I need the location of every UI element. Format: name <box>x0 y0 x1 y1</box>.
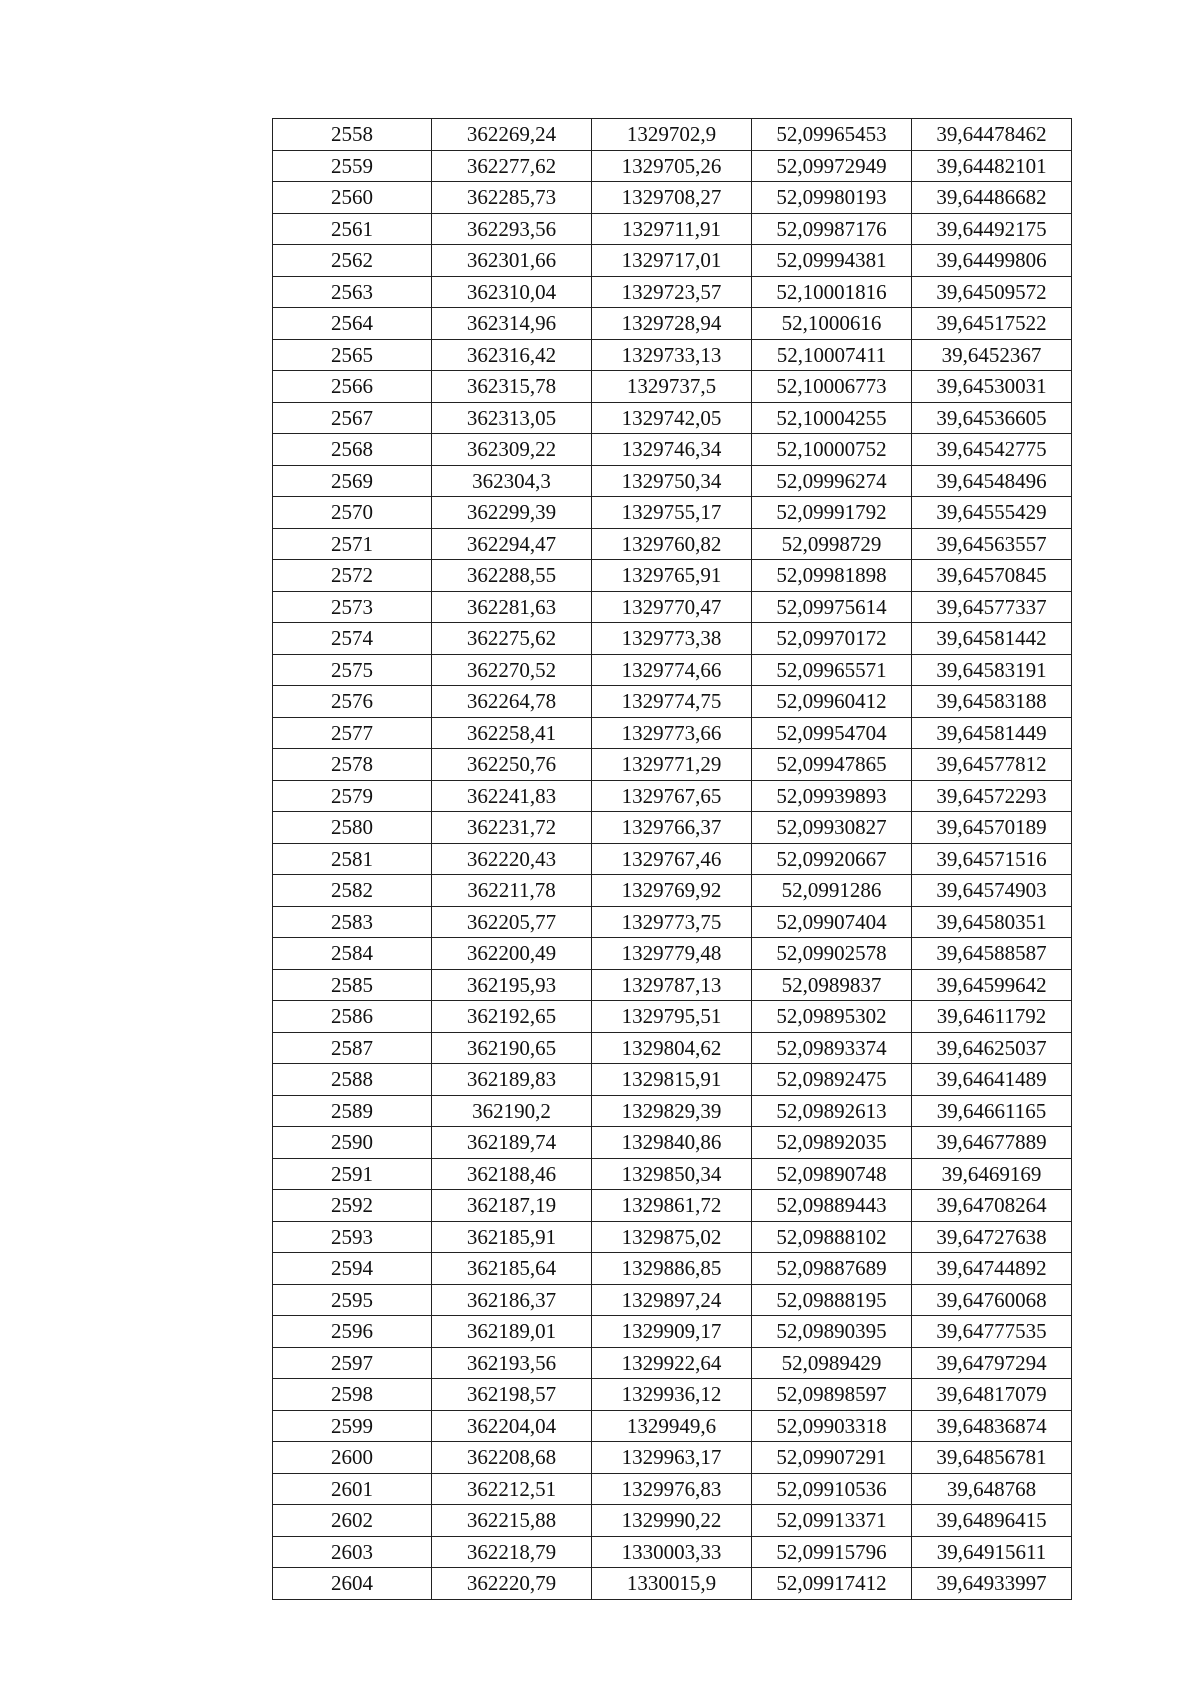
longitude-cell: 39,64577337 <box>912 591 1072 623</box>
x-coordinate-cell: 362190,65 <box>432 1032 592 1064</box>
point-number-cell: 2560 <box>273 182 432 214</box>
latitude-cell: 52,09893374 <box>752 1032 912 1064</box>
table-row <box>273 686 1072 718</box>
latitude-cell: 52,09994381 <box>752 245 912 277</box>
table-row <box>273 465 1072 497</box>
x-coordinate-cell: 362270,52 <box>432 654 592 686</box>
point-number-cell: 2584 <box>273 938 432 970</box>
longitude-cell: 39,64570845 <box>912 560 1072 592</box>
y-coordinate-cell: 1329949,6 <box>592 1410 752 1442</box>
longitude-cell: 39,64563557 <box>912 528 1072 560</box>
point-number-cell: 2589 <box>273 1095 432 1127</box>
longitude-cell: 39,64509572 <box>912 276 1072 308</box>
point-number-cell: 2569 <box>273 465 432 497</box>
x-coordinate-cell: 362314,96 <box>432 308 592 340</box>
x-coordinate-cell: 362204,04 <box>432 1410 592 1442</box>
point-number-cell: 2585 <box>273 969 432 1001</box>
y-coordinate-cell: 1329755,17 <box>592 497 752 529</box>
table-row <box>273 1568 1072 1600</box>
latitude-cell: 52,09991792 <box>752 497 912 529</box>
latitude-cell: 52,09915796 <box>752 1536 912 1568</box>
longitude-cell: 39,64727638 <box>912 1221 1072 1253</box>
longitude-cell: 39,64492175 <box>912 213 1072 245</box>
y-coordinate-cell: 1330003,33 <box>592 1536 752 1568</box>
x-coordinate-cell: 362186,37 <box>432 1284 592 1316</box>
latitude-cell: 52,09972949 <box>752 150 912 182</box>
longitude-cell: 39,64542775 <box>912 434 1072 466</box>
latitude-cell: 52,10001816 <box>752 276 912 308</box>
x-coordinate-cell: 362277,62 <box>432 150 592 182</box>
latitude-cell: 52,09954704 <box>752 717 912 749</box>
longitude-cell: 39,64572293 <box>912 780 1072 812</box>
y-coordinate-cell: 1329774,75 <box>592 686 752 718</box>
latitude-cell: 52,09920667 <box>752 843 912 875</box>
table-row <box>273 528 1072 560</box>
longitude-cell: 39,64760068 <box>912 1284 1072 1316</box>
table-row <box>273 1001 1072 1033</box>
y-coordinate-cell: 1329766,37 <box>592 812 752 844</box>
table-row <box>273 1032 1072 1064</box>
table-row <box>273 717 1072 749</box>
point-number-cell: 2571 <box>273 528 432 560</box>
latitude-cell: 52,09888102 <box>752 1221 912 1253</box>
y-coordinate-cell: 1329829,39 <box>592 1095 752 1127</box>
x-coordinate-cell: 362309,22 <box>432 434 592 466</box>
point-number-cell: 2566 <box>273 371 432 403</box>
longitude-cell: 39,64482101 <box>912 150 1072 182</box>
table-row <box>273 623 1072 655</box>
point-number-cell: 2574 <box>273 623 432 655</box>
longitude-cell: 39,64583188 <box>912 686 1072 718</box>
y-coordinate-cell: 1329773,75 <box>592 906 752 938</box>
latitude-cell: 52,09903318 <box>752 1410 912 1442</box>
latitude-cell: 52,09965571 <box>752 654 912 686</box>
point-number-cell: 2581 <box>273 843 432 875</box>
latitude-cell: 52,09889443 <box>752 1190 912 1222</box>
point-number-cell: 2595 <box>273 1284 432 1316</box>
table-row <box>273 434 1072 466</box>
y-coordinate-cell: 1329773,66 <box>592 717 752 749</box>
longitude-cell: 39,64574903 <box>912 875 1072 907</box>
x-coordinate-cell: 362304,3 <box>432 465 592 497</box>
table-row <box>273 780 1072 812</box>
x-coordinate-cell: 362190,2 <box>432 1095 592 1127</box>
latitude-cell: 52,09970172 <box>752 623 912 655</box>
table-row <box>273 213 1072 245</box>
point-number-cell: 2561 <box>273 213 432 245</box>
point-number-cell: 2568 <box>273 434 432 466</box>
table-row <box>273 1095 1072 1127</box>
longitude-cell: 39,64499806 <box>912 245 1072 277</box>
latitude-cell: 52,09892035 <box>752 1127 912 1159</box>
longitude-cell: 39,64836874 <box>912 1410 1072 1442</box>
longitude-cell: 39,64856781 <box>912 1442 1072 1474</box>
y-coordinate-cell: 1329742,05 <box>592 402 752 434</box>
longitude-cell: 39,64817079 <box>912 1379 1072 1411</box>
table-row <box>273 1379 1072 1411</box>
point-number-cell: 2579 <box>273 780 432 812</box>
x-coordinate-cell: 362205,77 <box>432 906 592 938</box>
y-coordinate-cell: 1329815,91 <box>592 1064 752 1096</box>
latitude-cell: 52,1000616 <box>752 308 912 340</box>
point-number-cell: 2586 <box>273 1001 432 1033</box>
x-coordinate-cell: 362193,56 <box>432 1347 592 1379</box>
x-coordinate-cell: 362189,01 <box>432 1316 592 1348</box>
latitude-cell: 52,09890748 <box>752 1158 912 1190</box>
y-coordinate-cell: 1329804,62 <box>592 1032 752 1064</box>
point-number-cell: 2597 <box>273 1347 432 1379</box>
x-coordinate-cell: 362220,43 <box>432 843 592 875</box>
longitude-cell: 39,64536605 <box>912 402 1072 434</box>
x-coordinate-cell: 362310,04 <box>432 276 592 308</box>
point-number-cell: 2570 <box>273 497 432 529</box>
point-number-cell: 2603 <box>273 1536 432 1568</box>
point-number-cell: 2582 <box>273 875 432 907</box>
table-row <box>273 150 1072 182</box>
point-number-cell: 2600 <box>273 1442 432 1474</box>
table-row <box>273 276 1072 308</box>
table-row <box>273 308 1072 340</box>
longitude-cell: 39,64797294 <box>912 1347 1072 1379</box>
longitude-cell: 39,64933997 <box>912 1568 1072 1600</box>
y-coordinate-cell: 1329922,64 <box>592 1347 752 1379</box>
y-coordinate-cell: 1329963,17 <box>592 1442 752 1474</box>
y-coordinate-cell: 1329767,65 <box>592 780 752 812</box>
latitude-cell: 52,09907291 <box>752 1442 912 1474</box>
point-number-cell: 2591 <box>273 1158 432 1190</box>
x-coordinate-cell: 362313,05 <box>432 402 592 434</box>
longitude-cell: 39,64777535 <box>912 1316 1072 1348</box>
x-coordinate-cell: 362189,83 <box>432 1064 592 1096</box>
table-row <box>273 1253 1072 1285</box>
latitude-cell: 52,10000752 <box>752 434 912 466</box>
longitude-cell: 39,64530031 <box>912 371 1072 403</box>
latitude-cell: 52,0991286 <box>752 875 912 907</box>
x-coordinate-cell: 362288,55 <box>432 560 592 592</box>
longitude-cell: 39,64641489 <box>912 1064 1072 1096</box>
longitude-cell: 39,64744892 <box>912 1253 1072 1285</box>
latitude-cell: 52,09965453 <box>752 119 912 151</box>
table-row <box>273 812 1072 844</box>
table-row <box>273 1410 1072 1442</box>
latitude-cell: 52,09895302 <box>752 1001 912 1033</box>
latitude-cell: 52,09981898 <box>752 560 912 592</box>
longitude-cell: 39,64581442 <box>912 623 1072 655</box>
longitude-cell: 39,6469169 <box>912 1158 1072 1190</box>
y-coordinate-cell: 1329850,34 <box>592 1158 752 1190</box>
y-coordinate-cell: 1330015,9 <box>592 1568 752 1600</box>
table-row <box>273 371 1072 403</box>
longitude-cell: 39,64577812 <box>912 749 1072 781</box>
longitude-cell: 39,6452367 <box>912 339 1072 371</box>
y-coordinate-cell: 1329976,83 <box>592 1473 752 1505</box>
point-number-cell: 2594 <box>273 1253 432 1285</box>
y-coordinate-cell: 1329733,13 <box>592 339 752 371</box>
y-coordinate-cell: 1329773,38 <box>592 623 752 655</box>
y-coordinate-cell: 1329750,34 <box>592 465 752 497</box>
point-number-cell: 2558 <box>273 119 432 151</box>
longitude-cell: 39,64571516 <box>912 843 1072 875</box>
point-number-cell: 2564 <box>273 308 432 340</box>
longitude-cell: 39,64478462 <box>912 119 1072 151</box>
x-coordinate-cell: 362185,91 <box>432 1221 592 1253</box>
y-coordinate-cell: 1329746,34 <box>592 434 752 466</box>
x-coordinate-cell: 362211,78 <box>432 875 592 907</box>
point-number-cell: 2576 <box>273 686 432 718</box>
latitude-cell: 52,09939893 <box>752 780 912 812</box>
y-coordinate-cell: 1329990,22 <box>592 1505 752 1537</box>
latitude-cell: 52,0989837 <box>752 969 912 1001</box>
x-coordinate-cell: 362231,72 <box>432 812 592 844</box>
table-row <box>273 1536 1072 1568</box>
latitude-cell: 52,09890395 <box>752 1316 912 1348</box>
table-row <box>273 1221 1072 1253</box>
y-coordinate-cell: 1329861,72 <box>592 1190 752 1222</box>
x-coordinate-cell: 362220,79 <box>432 1568 592 1600</box>
table-row <box>273 875 1072 907</box>
y-coordinate-cell: 1329795,51 <box>592 1001 752 1033</box>
longitude-cell: 39,64625037 <box>912 1032 1072 1064</box>
latitude-cell: 52,10006773 <box>752 371 912 403</box>
table-row <box>273 1190 1072 1222</box>
x-coordinate-cell: 362299,39 <box>432 497 592 529</box>
y-coordinate-cell: 1329723,57 <box>592 276 752 308</box>
point-number-cell: 2587 <box>273 1032 432 1064</box>
x-coordinate-cell: 362188,46 <box>432 1158 592 1190</box>
y-coordinate-cell: 1329936,12 <box>592 1379 752 1411</box>
y-coordinate-cell: 1329840,86 <box>592 1127 752 1159</box>
table-row <box>273 843 1072 875</box>
point-number-cell: 2588 <box>273 1064 432 1096</box>
longitude-cell: 39,64896415 <box>912 1505 1072 1537</box>
y-coordinate-cell: 1329909,17 <box>592 1316 752 1348</box>
latitude-cell: 52,09887689 <box>752 1253 912 1285</box>
y-coordinate-cell: 1329875,02 <box>592 1221 752 1253</box>
x-coordinate-cell: 362301,66 <box>432 245 592 277</box>
x-coordinate-cell: 362316,42 <box>432 339 592 371</box>
y-coordinate-cell: 1329711,91 <box>592 213 752 245</box>
table-row <box>273 245 1072 277</box>
y-coordinate-cell: 1329774,66 <box>592 654 752 686</box>
longitude-cell: 39,64517522 <box>912 308 1072 340</box>
latitude-cell: 52,09888195 <box>752 1284 912 1316</box>
x-coordinate-cell: 362187,19 <box>432 1190 592 1222</box>
point-number-cell: 2604 <box>273 1568 432 1600</box>
point-number-cell: 2567 <box>273 402 432 434</box>
y-coordinate-cell: 1329767,46 <box>592 843 752 875</box>
x-coordinate-cell: 362250,76 <box>432 749 592 781</box>
x-coordinate-cell: 362269,24 <box>432 119 592 151</box>
point-number-cell: 2596 <box>273 1316 432 1348</box>
latitude-cell: 52,10004255 <box>752 402 912 434</box>
latitude-cell: 52,09917412 <box>752 1568 912 1600</box>
table-row <box>273 654 1072 686</box>
point-number-cell: 2573 <box>273 591 432 623</box>
table-row <box>273 1347 1072 1379</box>
x-coordinate-cell: 362281,63 <box>432 591 592 623</box>
longitude-cell: 39,64611792 <box>912 1001 1072 1033</box>
table-row <box>273 1284 1072 1316</box>
x-coordinate-cell: 362200,49 <box>432 938 592 970</box>
longitude-cell: 39,64588587 <box>912 938 1072 970</box>
longitude-cell: 39,64583191 <box>912 654 1072 686</box>
point-number-cell: 2590 <box>273 1127 432 1159</box>
latitude-cell: 52,09960412 <box>752 686 912 718</box>
point-number-cell: 2562 <box>273 245 432 277</box>
latitude-cell: 52,09975614 <box>752 591 912 623</box>
point-number-cell: 2572 <box>273 560 432 592</box>
latitude-cell: 52,09947865 <box>752 749 912 781</box>
point-number-cell: 2580 <box>273 812 432 844</box>
y-coordinate-cell: 1329760,82 <box>592 528 752 560</box>
x-coordinate-cell: 362212,51 <box>432 1473 592 1505</box>
latitude-cell: 52,09987176 <box>752 213 912 245</box>
x-coordinate-cell: 362189,74 <box>432 1127 592 1159</box>
coordinates-table-body <box>273 119 1072 1600</box>
point-number-cell: 2577 <box>273 717 432 749</box>
longitude-cell: 39,64599642 <box>912 969 1072 1001</box>
y-coordinate-cell: 1329737,5 <box>592 371 752 403</box>
point-number-cell: 2575 <box>273 654 432 686</box>
table-row <box>273 969 1072 1001</box>
point-number-cell: 2583 <box>273 906 432 938</box>
x-coordinate-cell: 362218,79 <box>432 1536 592 1568</box>
longitude-cell: 39,64555429 <box>912 497 1072 529</box>
point-number-cell: 2563 <box>273 276 432 308</box>
latitude-cell: 52,0989429 <box>752 1347 912 1379</box>
table-row <box>273 497 1072 529</box>
latitude-cell: 52,09907404 <box>752 906 912 938</box>
table-row <box>273 1316 1072 1348</box>
y-coordinate-cell: 1329705,26 <box>592 150 752 182</box>
longitude-cell: 39,64570189 <box>912 812 1072 844</box>
table-row <box>273 938 1072 970</box>
x-coordinate-cell: 362275,62 <box>432 623 592 655</box>
y-coordinate-cell: 1329770,47 <box>592 591 752 623</box>
latitude-cell: 52,09892613 <box>752 1095 912 1127</box>
y-coordinate-cell: 1329886,85 <box>592 1253 752 1285</box>
x-coordinate-cell: 362264,78 <box>432 686 592 718</box>
latitude-cell: 52,09902578 <box>752 938 912 970</box>
point-number-cell: 2601 <box>273 1473 432 1505</box>
longitude-cell: 39,64581449 <box>912 717 1072 749</box>
table-row <box>273 1505 1072 1537</box>
x-coordinate-cell: 362215,88 <box>432 1505 592 1537</box>
table-row <box>273 1158 1072 1190</box>
point-number-cell: 2602 <box>273 1505 432 1537</box>
y-coordinate-cell: 1329897,24 <box>592 1284 752 1316</box>
table-row <box>273 182 1072 214</box>
latitude-cell: 52,09898597 <box>752 1379 912 1411</box>
longitude-cell: 39,64677889 <box>912 1127 1072 1159</box>
table-row <box>273 402 1072 434</box>
table-row <box>273 749 1072 781</box>
y-coordinate-cell: 1329717,01 <box>592 245 752 277</box>
table-row <box>273 906 1072 938</box>
point-number-cell: 2593 <box>273 1221 432 1253</box>
longitude-cell: 39,64548496 <box>912 465 1072 497</box>
x-coordinate-cell: 362294,47 <box>432 528 592 560</box>
table-row <box>273 119 1072 151</box>
y-coordinate-cell: 1329728,94 <box>592 308 752 340</box>
x-coordinate-cell: 362208,68 <box>432 1442 592 1474</box>
x-coordinate-cell: 362241,83 <box>432 780 592 812</box>
latitude-cell: 52,09996274 <box>752 465 912 497</box>
table-row <box>273 1064 1072 1096</box>
x-coordinate-cell: 362192,65 <box>432 1001 592 1033</box>
x-coordinate-cell: 362258,41 <box>432 717 592 749</box>
table-row <box>273 1473 1072 1505</box>
y-coordinate-cell: 1329708,27 <box>592 182 752 214</box>
y-coordinate-cell: 1329787,13 <box>592 969 752 1001</box>
latitude-cell: 52,09910536 <box>752 1473 912 1505</box>
latitude-cell: 52,09930827 <box>752 812 912 844</box>
table-row <box>273 1127 1072 1159</box>
x-coordinate-cell: 362315,78 <box>432 371 592 403</box>
longitude-cell: 39,64915611 <box>912 1536 1072 1568</box>
latitude-cell: 52,0998729 <box>752 528 912 560</box>
latitude-cell: 52,09892475 <box>752 1064 912 1096</box>
point-number-cell: 2565 <box>273 339 432 371</box>
table-row <box>273 1442 1072 1474</box>
y-coordinate-cell: 1329769,92 <box>592 875 752 907</box>
point-number-cell: 2598 <box>273 1379 432 1411</box>
y-coordinate-cell: 1329702,9 <box>592 119 752 151</box>
longitude-cell: 39,64580351 <box>912 906 1072 938</box>
point-number-cell: 2578 <box>273 749 432 781</box>
longitude-cell: 39,64486682 <box>912 182 1072 214</box>
point-number-cell: 2559 <box>273 150 432 182</box>
latitude-cell: 52,09913371 <box>752 1505 912 1537</box>
y-coordinate-cell: 1329779,48 <box>592 938 752 970</box>
y-coordinate-cell: 1329771,29 <box>592 749 752 781</box>
y-coordinate-cell: 1329765,91 <box>592 560 752 592</box>
x-coordinate-cell: 362185,64 <box>432 1253 592 1285</box>
latitude-cell: 52,10007411 <box>752 339 912 371</box>
table-row <box>273 591 1072 623</box>
longitude-cell: 39,648768 <box>912 1473 1072 1505</box>
table-row <box>273 560 1072 592</box>
x-coordinate-cell: 362293,56 <box>432 213 592 245</box>
latitude-cell: 52,09980193 <box>752 182 912 214</box>
x-coordinate-cell: 362198,57 <box>432 1379 592 1411</box>
x-coordinate-cell: 362285,73 <box>432 182 592 214</box>
point-number-cell: 2592 <box>273 1190 432 1222</box>
longitude-cell: 39,64661165 <box>912 1095 1072 1127</box>
table-row <box>273 339 1072 371</box>
x-coordinate-cell: 362195,93 <box>432 969 592 1001</box>
coordinates-table <box>272 118 1072 1600</box>
longitude-cell: 39,64708264 <box>912 1190 1072 1222</box>
point-number-cell: 2599 <box>273 1410 432 1442</box>
